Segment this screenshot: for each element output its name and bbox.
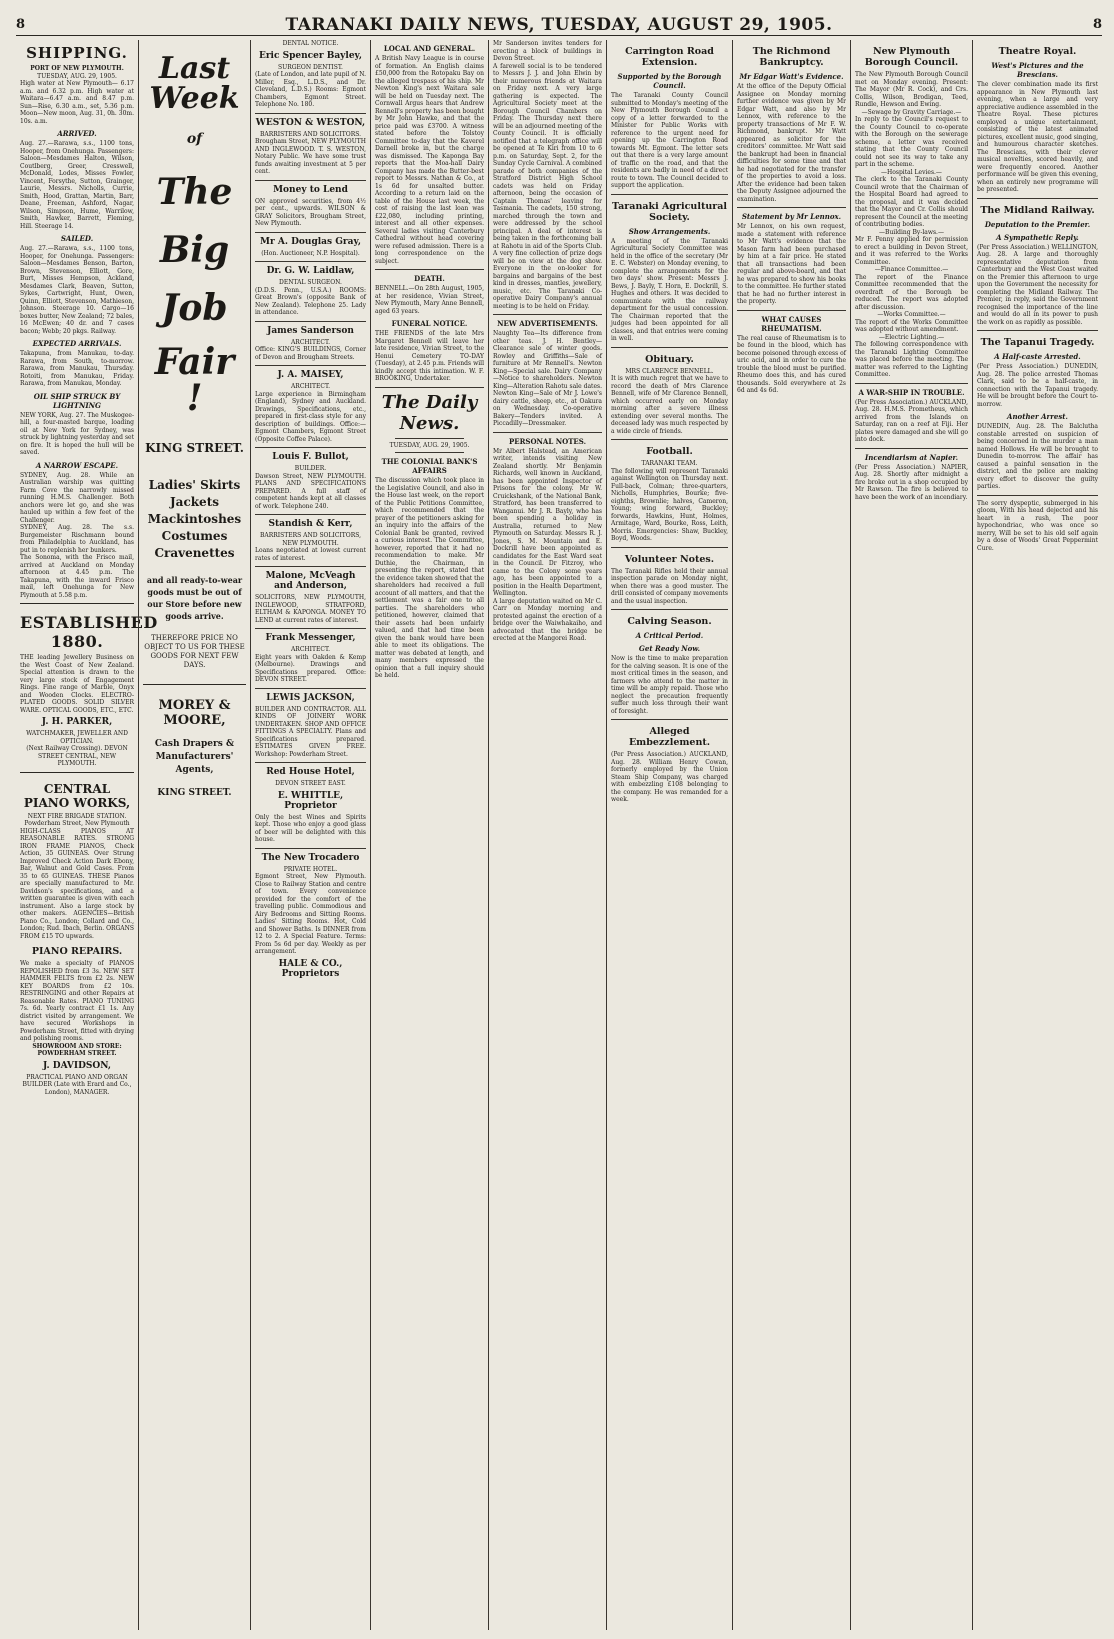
- port-line: PORT OF NEW PLYMOUTH.: [30, 65, 124, 72]
- incendiarism-text: (Per Press Association.) NAPIER, Aug. 28. Shortly after midnight a fire broke out in a shop occupied by Mr Rawson. The fire is believed to have been the work of an incendiary.: [855, 463, 968, 501]
- item-mackintoshes: Mackintoshes: [147, 512, 242, 526]
- midland-subheading-2: A Sympathetic Reply.: [996, 232, 1079, 242]
- arrived-heading: ARRIVED.: [57, 129, 97, 138]
- football-subheading: TARANAKI TEAM.: [641, 460, 698, 467]
- standish-name: Standish & Kerr,: [268, 519, 353, 529]
- bullot-text: Dawson Street, NEW PLYMOUTH. PLANS AND SPECIFICATIONS PREPARED. A full staff of competent hands kept at all classes of work. Telephone 240.: [255, 472, 366, 510]
- maisey-trade: ARCHITECT.: [290, 383, 331, 390]
- repairs-text: We make a specialty of PIANOS REPOLISHED from £3 3s. NEW SET HAMMER FELTS from £2 2s. NEW KEY BOARDS from £2 10s. RESTRINGING and other Repairs at Reasonable Rates. PIANO TUNING 7s. 6d. Yearly contract £1 1s. Any district visited by arrangement. We have secured Workshops in Powderham Street, fitted with drying and polishing rooms.: [20, 960, 134, 1042]
- item-cravenettes: Cravenettes: [154, 546, 235, 560]
- watt-heading: Mr Edgar Watt's Evidence.: [739, 72, 844, 81]
- piano-heading: CENTRAL PIANO WORKS,: [23, 781, 131, 810]
- lennox-text: Mr Lennox, on his own request, made a statement with reference to Mr Watt's evidence that the Mason farm had been purchased by him at a fair price. He stated that all transactions had been regular and above-board, and that he was prepared to show his books to the committee. He further stated that he had no further interest in the property.: [737, 223, 846, 305]
- theatre-subheading: West's Pictures and the Brescians.: [991, 61, 1084, 79]
- fair-heading: Fair !: [154, 341, 235, 419]
- obituary-heading: Obituary.: [645, 353, 694, 365]
- borough-sub-5-text: The report of the Works Committee was adopted without amendment.: [855, 318, 968, 333]
- football-text: The following will represent Taranaki against Wellington on Thursday next. Full-back, Colman; three-quarters, Nicholls, Humphries, Bourke; five-eighths, Brownlie; halves, Cameron, Young; wing forward, Buckley; forwards, Hawkins, Hunt, Holmes, Armitage, Ward, Bourke, Ross, Leith, Morris. Emergencies: Shaw, Buckley, Boyd, Woods.: [611, 467, 728, 542]
- money-text: ON approved securities, from 4½ per cent., upwards. WILSON & GRAY Solicitors, Brougham Street, New Plymouth.: [255, 197, 366, 227]
- personal-text: Mr Albert Halstead, an American writer, intends visiting New Zealand shortly. Mr Benjamin Richards, well known in Auckland, has been appointed Inspector of Prisons for the colony. Mr W. Cruickshank, of the National Bank, Stratford, has been transferred to Wanganui. Mr J. R. Bayly, who has been spending a holiday in Australia, returned to New Plymouth on Saturday. Messrs R. J. Jones, S. M. Mountain and E. Dockrill have been appointed as candidates for the East Ward seat in the Council. Dr Fitzroy, who came to the Colony some years ago, has been appointed to a position in the Health Department, Wellington.: [493, 447, 602, 597]
- obituary-name: MRS CLARENCE BENNELL.: [625, 367, 714, 375]
- redhouse-name: Red House Hotel,: [266, 767, 355, 777]
- messenger-name: Frank Messenger,: [265, 633, 356, 643]
- calving-subheading-2: Get Ready Now.: [638, 644, 701, 653]
- borough-sub-6: —Electric Lighting.—: [878, 333, 945, 341]
- job-heading: Job: [161, 287, 228, 329]
- last-week-heading: Last Week: [149, 51, 240, 116]
- calving-text: Now is the time to make preparation for the calving season. It is one of the most critical times in the season, and farmers who attend to the matter in time will be amply repaid. Those who neglect the precaution frequently suffer much loss through their want of foresight.: [611, 655, 728, 715]
- laidlaw-text: (D.D.S. Penn., U.S.A.) ROOMS: Great Brown's (opposite Bank of New Zealand). Telephone 25. Lady in attendance.: [255, 286, 366, 316]
- maisey-text: Large experience in Birmingham (England), Sydney and Auckland. Drawings, Specifications, etc., prepared in first-class style for any description of buildings. Office:— Egmont Chambers, Egmont Street (Opposite Coffee Palace).: [255, 390, 366, 443]
- messenger-text: Eight years with Oakden & Kemp (Melbourne). Drawings and Specifications prepared. Office: DEVON STREET.: [255, 653, 366, 683]
- trocadero-name: The New Trocadero: [261, 852, 360, 863]
- tapanui-subheading: A Half-caste Arrested.: [994, 352, 1081, 361]
- local-text: A British Navy League is in course of formation. An English claims £50,000 from the Rotopaku Bay on the alleged trespass of his ship. Mr Newton King's next Waitara sale will be held on Tuesday next. The Cornwall Argus hears that Andrew Rennell's property has been bought by Mr John Hawke, and that the price paid was £3700. A witness stated before the Tolstoy Committee to-day that the Kaverel Darnell broke in, but the charge was dismissed. The Kaponga Bay reports that the Moa-hall Dairy Company has made the Butter-best report to Messrs. Nathan & Co., at 1s 6d for unsalted butter. According to a return laid on the table of the House last week, the cost of raising the last loan was £22,080, including printing, interest and all other expenses. Several ladies visiting Canterbury Cathedral without head covering were refused admission. There is a long correspondence on the subject.: [375, 55, 484, 265]
- richmond-text: At the office of the Deputy Official Assignee on Monday morning further evidence was given by Mr Edgar Watt, and also by Mr Lennox, with reference to the property transactions of Mr F. W. Richmond, bankrupt. Mr Watt appeared as solicitor for the creditors' committee. Mr Watt said the bankrupt had been in financial difficulties for some time and that he had negotiated for the transfer of the properties to avoid a loss. After the evidence had been taken the Deputy Assignee adjourned the examination.: [737, 83, 846, 203]
- piano-advert: [20, 772, 134, 1097]
- carrington-text: The Taranaki County Council submitted to Monday's meeting of the New Plymouth Borough Council a copy of a letter forwarded to the Minister for Public Works with reference to the urgent need for opening up the Carrington Road towards Mt. Egmont. The letter sets out that there is a very large amount of traffic on the road, and that the residents are badly in need of a direct route to town. The Council decided to support the application.: [611, 92, 728, 189]
- davidson-name: J. DAVIDSON,: [42, 1060, 112, 1071]
- item-skirts: Ladies' Skirts: [148, 478, 241, 492]
- death-text: BENNELL.—On 28th August, 1905, at her residence, Vivian Street, New Plymouth, Mary Anne Bennell, aged 63 years.: [375, 285, 484, 315]
- tapanui-heading: The Tapanui Tragedy.: [980, 337, 1095, 348]
- leader-text: The discussion which took place in the Legislative Council, and also in the House last week, on the report of the Public Petitions Committee, which recommended that the prayer of the petitioners asking for an inquiry into the affairs of the Colonial Bank be granted, revived a curious interest. The Committee, however, reported that it had no recommendation to make. Mr Duthie, the Chairman, in presenting the report, stated that the evidence taken showed that the shareholders had received a full account of all matters, and that the settlement was a fair one to all parties. The shareholders who petitioned, however, claimed that their assets had been unfairly valued, and that had time been given the bank would have been able to meet its obligations. The matter was debated at length, and many members expressed the opinion that a full inquiry should be held.: [375, 477, 484, 679]
- agri-text: A meeting of the Taranaki Agricultural Society Committee was held in the office of the secretary (Mr E. C. Webster) on Monday evening, to complete the arrangements for the two days' show. Present: Messrs J. Bews, J. Bayly, T. Horn, E. Dockrill, S. Hughes and others. It was decided to communicate with the railway department for the usual concession. The Chairman reported that the judges had been appointed for all classes, and that entries were coming in well.: [611, 237, 728, 342]
- sanderson-text: Office: KING'S BUILDINGS, Corner of Devon and Brougham Streets.: [255, 346, 366, 361]
- the-heading: The: [156, 171, 233, 213]
- money-heading: Money to Lend: [273, 184, 348, 195]
- established-heading: ESTABLISHED 1880.: [20, 613, 158, 651]
- escape-text: SYDNEY, Aug. 28. While an Australian warship was quitting Farm Cove the narrowly missed running H.M.S. Challenger. Both anchors were let go, and she was hauled up within a few feet of the Challenger.: [20, 471, 134, 524]
- alleged-heading: Alleged Embezzlement.: [628, 726, 711, 748]
- rheumatism-heading: WHAT CAUSES RHEUMATISM.: [761, 314, 822, 333]
- whittle-name: E. WHITTLE, Proprietor: [277, 790, 344, 811]
- column-shipping: [16, 40, 158, 1630]
- tapanui-text: (Per Press Association.) DUNEDIN, Aug. 28. The police arrested Thomas Clark, said to be a half-caste, in connection with the Tapanui tragedy. He will be brought before the Court to-morrow.: [977, 363, 1098, 408]
- borough-sub-6-text: The following correspondence with the Taranaki Lighting Committee was placed before the meeting. The matter was referred to the Lighting Committee.: [855, 341, 968, 378]
- of-heading: of: [186, 131, 203, 147]
- expected-heading: EXPECTED ARRIVALS.: [32, 339, 122, 348]
- carrington-heading: Carrington Road Extension.: [625, 46, 714, 68]
- expected-text: Takapuna, from Manukau, to-day. Rarawa, from South, to-morrow. Rarawa, from Manukau, Thursday. Rotoiti, from Manukau, Friday. Rarawa, from Manukau, Monday.: [20, 350, 134, 387]
- sailed-heading: SAILED.: [60, 234, 94, 243]
- warship-heading: A WAR-SHIP IN TROUBLE.: [858, 387, 965, 397]
- parker-advert: [20, 603, 158, 768]
- local-text-2: A farewell social is to be tendered to Messrs J. J. and John Elwin by their numerous friends at Waitara on Friday next. A very large gathering is expected. The Agricultural Society meet at the Borough Council Chambers on Friday. The Thursday next there will be an adjourned meeting of the County Council. It is officially notified that a telegraph office will be opened at Te Kiri from 10 to 6 p.m. on Saturday, Sept. 2, for the Sunday Cycle Carnival. A combined parade of both companies of the Stratford District High School cadets was held on Friday afternoon, being the occasion of Captain Thomas' leaving for Tasmania. The cadets, 150 strong, marched through the town and were addressed by the school principal. A deal of interest is being taken in the forthcoming ball at Rahotu in aid of the Sports Club. A very fine collection of prize dogs will be on view at the dog show. Everyone in the on-looker for bargains and bargains of the best kind in dresses, mantles, jewellery, music, etc. The Taranaki Co-operative Dairy Company's annual meeting is to be held on Friday.: [493, 62, 602, 310]
- carrington-subheading: Supported by the Borough Council.: [617, 72, 722, 90]
- trocadero-text: Egmont Street, New Plymouth. Close to Railway Station and centre of town. Every convenience provided for the comfort of the travelling public. Commodious and Airy Bedrooms and Sitting Rooms. Ladies' Sitting Rooms. Hot, Cold and Shower Baths. Is DINNER from 12 to 2. A Special Feature. Terms: From 5s 6d per day. Weekly as per arrangement.: [255, 873, 366, 955]
- sydney-text: SYDNEY, Aug. 28. The s.s. Burgemeister Rischmann bound from Philadelphia to Auckland, has put in to replenish her bunkers.: [20, 524, 134, 554]
- borough-sub-1-text: In reply to the Council's request to the County Council to co-operate with the Borough on the sewerage scheme, a letter was received stating that the County Council could not see its way to take any part in the scheme.: [855, 116, 968, 168]
- midland-heading: The Midland Railway.: [980, 204, 1095, 216]
- peppermint-advert: The sorry dyspeptic, submerged in his gloom, With his head dejected and his heart in a rush, The poor hypochondriac, who was once so merry, Will be set to his old self again by a dose of Woods' Great Peppermint Cure.: [977, 499, 1098, 552]
- alleged-text: (Per Press Association.) AUCKLAND, Aug. 28. William Henry Cowan, formerly employed by the Union Steam Ship Company, was charged with embezzling £108 belonging to the company. He was remanded for a week.: [611, 751, 728, 803]
- rheumatism-text: The real cause of Rheumatism is to be found in the blood, which has become poisoned through excess of uric acid, and in order to cure the trouble the blood must be purified. Rheumo does this, and has cured thousands. Sold everywhere at 2s 6d and 4s 6d.: [737, 334, 846, 394]
- borough-sub-4: —Finance Committee.—: [874, 266, 949, 273]
- volunteer-heading: Volunteer Notes.: [624, 553, 715, 565]
- piano-address: NEXT FIRE BRIGADE STATION. Powderham Street, New Plymouth: [24, 812, 130, 827]
- column-borough-council: [850, 40, 972, 1630]
- arrest-text: DUNEDIN, Aug. 28. The Balclutha constable arrested on suspicion of being concerned in the murder a man named Hollows. He will be brought to Dunedin to-morrow. The affair has caused a painful sensation in the district, and the police are making every effort to discover the guilty parties.: [977, 423, 1098, 490]
- dental-notice: DENTAL NOTICE.: [282, 40, 339, 47]
- redhouse-address: DEVON STREET EAST.: [275, 780, 346, 787]
- column-bankruptcy: [732, 40, 850, 1630]
- repairs-heading: PIANO REPAIRS.: [31, 946, 123, 957]
- column-local-general: [370, 40, 488, 1630]
- malone-name: Malone, McVeagh and Anderson,: [265, 571, 356, 591]
- borough-sub-1: —Sewage by Gravity Carriage.—: [861, 108, 962, 116]
- bullot-name: Louis F. Bullot,: [272, 452, 349, 462]
- weston-text: Brougham Street, NEW PLYMOUTH AND INGLEWOOD. T. S. WESTON, Notary Public. We have some trust funds awaiting investment at 5 per cent.: [255, 138, 367, 175]
- piano-text: HIGH-CLASS PIANOS AT REASONABLE RATES. STRONG IRON FRAME PIANOS, Check Action, 35 GUINEAS. Over Strung Improved Check Action Dark Ebony, Bar, Walnut and Gold Cases. From 35 to 65 GUINEAS. THESE Pianos are specially manufactured to Mr. Davidson's specifications, and a written guarantee is given with each instrument. Also a large stock by other makers. AGENCIES—British Piano Co., London; Collard and Co., London; Rud. Ibach, Berlin. ORGANS FROM £15 TO upwards.: [20, 827, 134, 940]
- oil-ship-text: NEW YORK, Aug. 27. The Muskogee-hill, a four-masted barque, loading oil at New York for Sydney, was struck by lightning yesterday and set on fire. It is hoped the hull will be saved.: [20, 411, 134, 456]
- messenger-trade: ARCHITECT.: [290, 646, 331, 653]
- parker-address: (Next Railway Crossing). DEVON STREET CENTRAL, NEW PLYMOUTH.: [26, 745, 128, 767]
- borough-heading: New Plymouth Borough Council.: [864, 46, 959, 68]
- jackson-name: LEWIS JACKSON,: [266, 692, 355, 703]
- maisey-name: J. A. MAISEY,: [277, 370, 344, 380]
- page-number-right: 8: [1092, 17, 1102, 32]
- firm-description: Cash Drapers & Manufacturers' Agents,: [154, 739, 235, 775]
- adverts-text: Naughty Tea—Its difference from other teas. J. H. Bentley—Clearance sale of winter goods. Rowley and Griffiths—Sale of furniture at Mr Rennell's. Newton King—Special sale. Dairy Company—Notice to shareholders. Newton King—Alteration Rahotu sale dates. Newton King—Sale of Mr J. Lowe's dairy cattle, sheep, etc., at Oakura on Wednesday. Co-operative Bakery—Tenders invited. A Piccadilly—Dressmaker.: [493, 330, 602, 427]
- death-heading: DEATH.: [414, 274, 445, 283]
- sanderson-name: James Sanderson: [267, 325, 354, 336]
- tide-info: High water at New Plymouth— 6.17 a.m. and 6.32 p.m. High water at Waitara—6.47 a.m. and 8.47 p.m. Sun—Rise, 6.30 a.m., set, 5.36 p.m. Moon—New moon, Aug. 31, 0h. 30m. 10s. a.m.: [20, 80, 134, 125]
- item-costumes: Costumes: [161, 529, 228, 543]
- date-line: TUESDAY, AUG. 29, 1905.: [37, 72, 117, 80]
- standish-trade: BARRISTERS AND SOLICITORS, NEW PLYMOUTH.: [259, 532, 362, 547]
- agri-heading: Taranaki Agricultural Society.: [611, 200, 728, 223]
- trocadero-trade: PRIVATE HOTEL.: [283, 865, 338, 873]
- sonoma-text: The Sonoma, with the Frisco mail, arrived at Auckland on Monday afternoon at 4.45 p.m. The Takapuna, with the inward Frisco mail, left Onehunga for New Plymouth at 5.58 p.m.: [20, 554, 134, 599]
- column-news: [488, 40, 606, 1630]
- football-heading: Football.: [646, 446, 693, 457]
- column-theatre: [972, 40, 1102, 1630]
- calving-subheading: A Critical Period.: [635, 631, 704, 640]
- weston-name: WESTON & WESTON,: [255, 117, 366, 128]
- arrest-heading: Another Arrest.: [1007, 412, 1068, 421]
- parker-trade: WATCHMAKER, JEWELLER AND OPTICIAN.: [26, 730, 128, 745]
- calving-heading: Calving Season.: [627, 616, 712, 627]
- lennox-heading: Statement by Mr Lennox.: [741, 212, 842, 221]
- weston-trade: BARRISTERS AND SOLICITORS.: [259, 130, 362, 138]
- deputation-text: A large deputation waited on Mr C. Carr on Monday morning and protested against the erection of a bridge over the Waiwhakaiho, and advocated that the bridge be erected at the Mangorei Road.: [493, 597, 602, 642]
- column-reports: [606, 40, 732, 1630]
- warship-text: (Per Press Association.) AUCKLAND, Aug. 28. H.M.S. Prometheus, which arrived from the Islands on Saturday, ran on a reef at Fiji. Her plates were damaged and she will go into dock.: [855, 398, 968, 443]
- tenders-text: Mr Sanderson invites tenders for erecting a block of buildings in Devon Street.: [493, 40, 602, 62]
- agri-subheading: Show Arrangements.: [628, 226, 711, 236]
- midland-text: (Per Press Association.) WELLINGTON, Aug. 28. A large and thoroughly representative deputation from Canterbury and the West Coast waited on the Premier this afternoon to urge upon the Government the necessity for completing the Midland Railway. The Premier, in reply, said the Government recognised the importance of the line and would do all in its power to push the work on as rapidly as possible.: [977, 243, 1098, 326]
- sanderson-trade: ARCHITECT.: [290, 338, 331, 346]
- funeral-heading: FUNERAL NOTICE.: [391, 319, 468, 328]
- davidson-trade: PRACTICAL PIANO AND ORGAN BUILDER (Late with Erard and Co., London), MANAGER.: [22, 1073, 132, 1096]
- column-grid: [16, 40, 1102, 1630]
- firm-street: KING STREET.: [157, 788, 232, 798]
- bullot-trade: BUILDER.: [294, 465, 327, 472]
- theatre-text: The clever combination made its first appearance in New Plymouth last evening, when a large and very appreciative audience assembled in the Theatre Royal. These pictures employed a unique entertainment, consisting of the latest animated pictures, excellent music, good singing, and humourous character sketches. The Brescians, with their clever musical novelties, scored heavily, and were frequently encored. Another performance will be given this evening, when an entirely new programme will be presented.: [977, 81, 1098, 193]
- hale-name: HALE & CO., Proprietors: [278, 958, 343, 979]
- borough-sub-2: —Hospital Levies.—: [881, 168, 942, 176]
- shipping-heading: SHIPPING.: [26, 44, 128, 62]
- bayley-text: (Late of London, and late pupil of N. Miller, Esq., L.D.S., and Dr. Cleveland, L.D.S.) Rooms: Egmont Chambers, Egmont Street. Telephone No. 180.: [255, 71, 366, 108]
- gray-trade: (Hon. Auctioneer, N.P. Hospital).: [261, 249, 360, 257]
- incendiarism-heading: Incendiarism at Napier.: [864, 452, 959, 462]
- bayley-trade: SURGEON DENTIST.: [278, 63, 343, 71]
- page-number-left: 8: [16, 17, 26, 32]
- arrived-text: Aug. 27.—Rarawa, s.s., 1100 tons, Hooper, from Onehunga. Passengers: Saloon—Mesdames Halton, Wilson, Coutlberg, Greer, Cresswell, McDonald, Lodes, Misses Fowler, Vincent, Forsythe, Sutton, Grainger, Laurie, Messrs. Nicholls, Currie, Smith, Hood, Grattan, Martin, Barr, Deane, Freeman, Ashford, Nagar, Wilson, Simpson, Hume, Warrilow, Smith, Hawker, Barrett, Fleming, Hill. Steerage 14.: [20, 140, 134, 230]
- oil-ship-heading: OIL SHIP STRUCK BY LIGHTNING: [33, 391, 121, 410]
- malone-text: SOLICITORS, NEW PLYMOUTH, INGLEWOOD, STRATFORD, ELTHAM & KAPONGA. MONEY TO LEND at current rates of interest.: [255, 594, 366, 624]
- daily-news-title: The Daily News.: [381, 391, 478, 434]
- whittle-text: Only the best Wines and Spirits kept. Those who enjoy a good glass of beer will be delighted with this house.: [255, 813, 366, 843]
- therefore-line: THEREFORE PRICE NO OBJECT TO US FOR THESE GOODS FOR NEXT FEW DAYS.: [144, 634, 245, 669]
- borough-text: The New Plymouth Borough Council met on Monday evening. Present: The Mayor (Mr R. Cock), and Crs. Collis, Wilson, Brodigan, Teed, Rundle, Hewson and Ewing.: [855, 71, 968, 108]
- big-heading: Big: [159, 229, 230, 271]
- borough-sub-5: —Works Committee.—: [877, 311, 946, 318]
- borough-sub-4-text: The report of the Finance Committee recommended that the overdraft of the Borough be reduced. The report was adopted after discussion.: [855, 273, 968, 311]
- leader-heading: THE COLONIAL BANK'S AFFAIRS: [381, 457, 478, 475]
- king-street-line: KING STREET.: [145, 441, 244, 455]
- established-text: THE leading Jewellery Business on the West Coast of New Zealand. Special attention is drawn to the very large stock of Engagement Rings. Fine range of Marble, Onyx and Wooden Clocks. ELECTRO-PLATED GOODS. SOLID SILVER WARE. OPTICAL GOODS, ETC., ETC.: [20, 654, 134, 714]
- richmond-heading: The Richmond Bankruptcy.: [752, 46, 831, 68]
- showroom-line: SHOWROOM AND STORE: POWDERHAM STREET.: [32, 1042, 122, 1057]
- gray-name: Mr A. Douglas Gray,: [260, 236, 361, 247]
- local-heading: LOCAL AND GENERAL.: [383, 44, 476, 53]
- daily-news-date: TUESDAY, AUG. 29, 1905.: [389, 441, 470, 449]
- theatre-heading: Theatre Royal.: [998, 46, 1077, 57]
- midland-subheading: Deputation to the Premier.: [984, 219, 1091, 229]
- laidlaw-trade: DENTAL SURGEON.: [279, 279, 342, 286]
- escape-heading: A NARROW ESCAPE.: [35, 460, 119, 470]
- standish-text: Loans negotiated at lowest current rates of interest.: [255, 547, 366, 562]
- laidlaw-name: Dr. G. W. Laidlaw,: [266, 266, 355, 276]
- borough-sub-3-text: Mr F. Penny applied for permission to erect a building in Devon Street, and it was referred to the Works Committee.: [855, 236, 968, 266]
- column-professional-cards: [250, 40, 370, 1630]
- item-jackets: Jackets: [169, 495, 219, 509]
- closing-line: and all ready-to-wear goods must be out of our Store before new goods arrive.: [146, 575, 243, 621]
- column-big-job-fair: [138, 40, 250, 1630]
- obituary-text: It is with much regret that we have to record the death of Mrs Clarence Bennell, wife of Mr Clarence Bennell, which occurred early on Monday morning after a severe illness extending over several months. The deceased lady was much respected by a wide circle of friends.: [611, 375, 728, 435]
- volunteer-text: The Taranaki Rifles held their annual inspection parade on Monday night, when there was a good muster. The drill consisted of company movements and the usual inspection.: [611, 567, 728, 605]
- funeral-text: THE FRIENDS of the late Mrs Margaret Bennell will leave her late residence, Vivian Street, to the Henui Cemetery TO-DAY (Tuesday), at 2.45 p.m. Friends will kindly accept this intimation. W. F. BROOKING, Undertaker.: [375, 330, 484, 382]
- borough-sub-3: —Building By-laws.—: [879, 228, 944, 236]
- personal-heading: PERSONAL NOTES.: [508, 436, 587, 446]
- jackson-text: BUILDER AND CONTRACTOR. ALL KINDS OF JOINERY WORK UNDERTAKEN. SHOP AND OFFICE FITTINGS A SPECIALTY. Plans and Specifications prepared. ESTIMATES GIVEN FREE. Workshop: Powderham Street.: [255, 705, 366, 758]
- parker-name: J. H. PARKER,: [41, 717, 113, 727]
- masthead: [16, 14, 1102, 36]
- adverts-heading: NEW ADVERTISEMENTS.: [497, 319, 598, 328]
- borough-sub-2-text: The clerk to the Taranaki County Council wrote that the Chairman of the Hospital Board had agreed to the proposal, and it was decided that the Mayor and Cr. Collis should represent the Council at the meeting of contributing bodies.: [855, 176, 968, 228]
- newspaper-title: TARANAKI DAILY NEWS, TUESDAY, AUGUST 29, 1905.: [285, 14, 833, 35]
- firm-name: MOREY & MOORE,: [158, 698, 231, 728]
- morey-moore-advert: [143, 684, 246, 802]
- bayley-name: Eric Spencer Bayley,: [258, 50, 363, 61]
- sailed-text: Aug. 27.—Rarawa, s.s., 1100 tons, Hooper, for Onehunga. Passengers: Saloon—Mesdames Benson, Barton, Brown, Stevenson, Elliott, Gore, Burt, Misses Hempson, Ackland, Mesdames Clark, Beaven, Sutton, Sykes, Cartwright, Hunt, Owen, Quinn, Elliott, Stevenson, Mathieson, Johnson. Steerage 10. Cargo—16 boxes butter, New Zealand; 72 bales, 16 McEwen; 40 dr. and 7 cases bacon; Webb; 20 pkgs. Railway.: [20, 245, 134, 335]
